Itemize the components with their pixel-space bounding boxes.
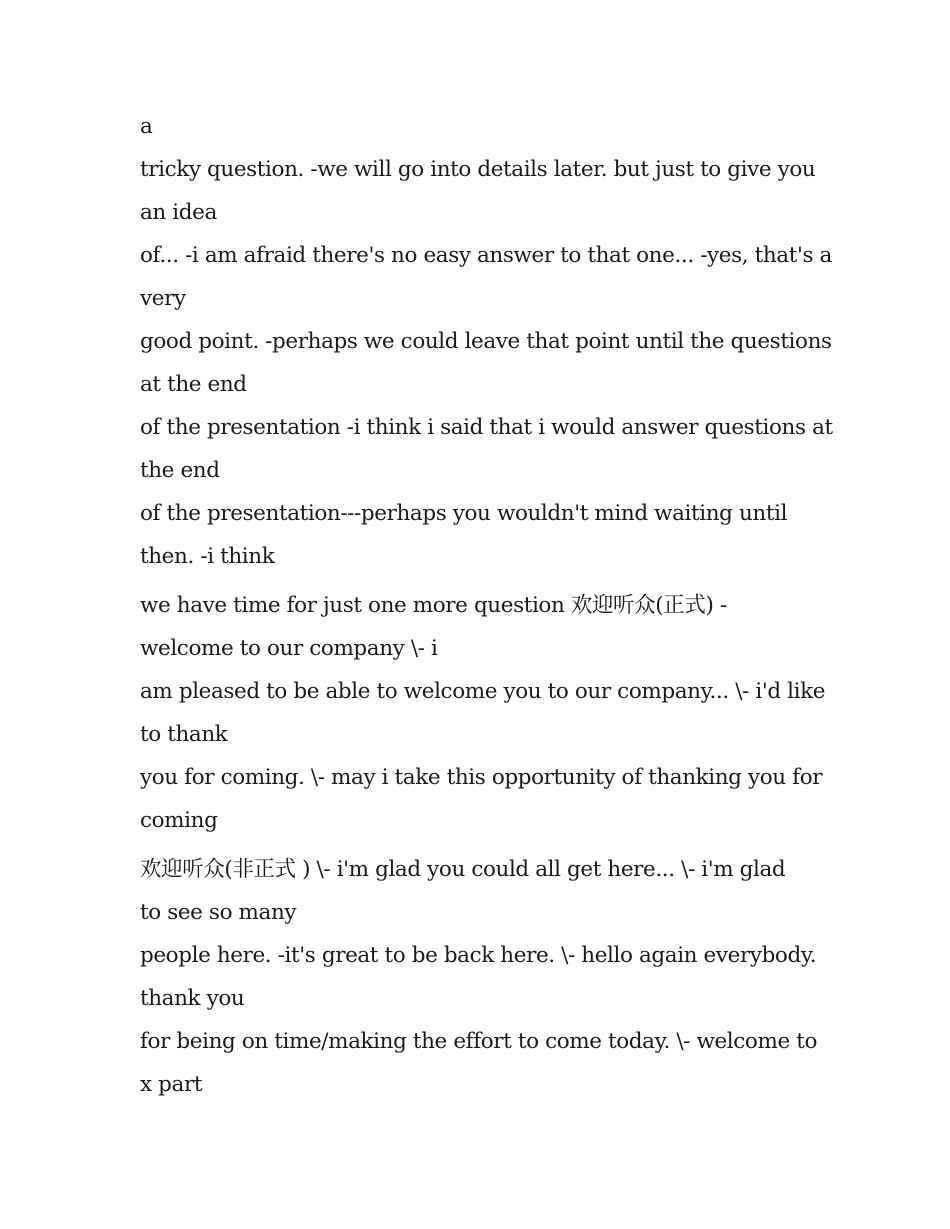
text-line: coming bbox=[140, 808, 218, 833]
text-line: to thank bbox=[140, 722, 228, 747]
text-line: of the presentation -i think i said that i would answer questions at bbox=[140, 415, 833, 440]
body-text bbox=[140, 105, 833, 1106]
text-line: 欢迎听众(非正式 ) \- i'm glad you could all get here... \- i'm glad bbox=[140, 857, 786, 882]
text-line: the end bbox=[140, 458, 220, 483]
text-line: people here. -it's great to be back here. \- hello again everybody. bbox=[140, 943, 817, 968]
text-line: of... -i am afraid there's no easy answer to that one... -yes, that's a bbox=[140, 243, 832, 268]
text-line: you for coming. \- may i take this opportunity of thanking you for bbox=[140, 765, 823, 790]
text-line: a bbox=[140, 114, 153, 139]
text-line: very bbox=[140, 286, 186, 311]
text-line: to see so many bbox=[140, 900, 297, 925]
text-line: am pleased to be able to welcome you to our company... \- i'd like bbox=[140, 679, 826, 704]
text-line: tricky question. -we will go into details later. but just to give you bbox=[140, 157, 816, 182]
text-line: then. -i think bbox=[140, 544, 275, 569]
text-line: for being on time/making the effort to come today. \- welcome to bbox=[140, 1029, 817, 1054]
text-line: of the presentation---perhaps you wouldn't mind waiting until bbox=[140, 501, 788, 526]
text-line: we have time for just one more question 欢迎听众(正式) - bbox=[140, 593, 727, 618]
text-line: an idea bbox=[140, 200, 217, 225]
text-line: x part bbox=[140, 1072, 203, 1097]
text-line: at the end bbox=[140, 372, 247, 397]
text-line: welcome to our company \- i bbox=[140, 636, 438, 661]
text-line: thank you bbox=[140, 986, 245, 1011]
text-line: good point. -perhaps we could leave that point until the questions bbox=[140, 329, 832, 354]
